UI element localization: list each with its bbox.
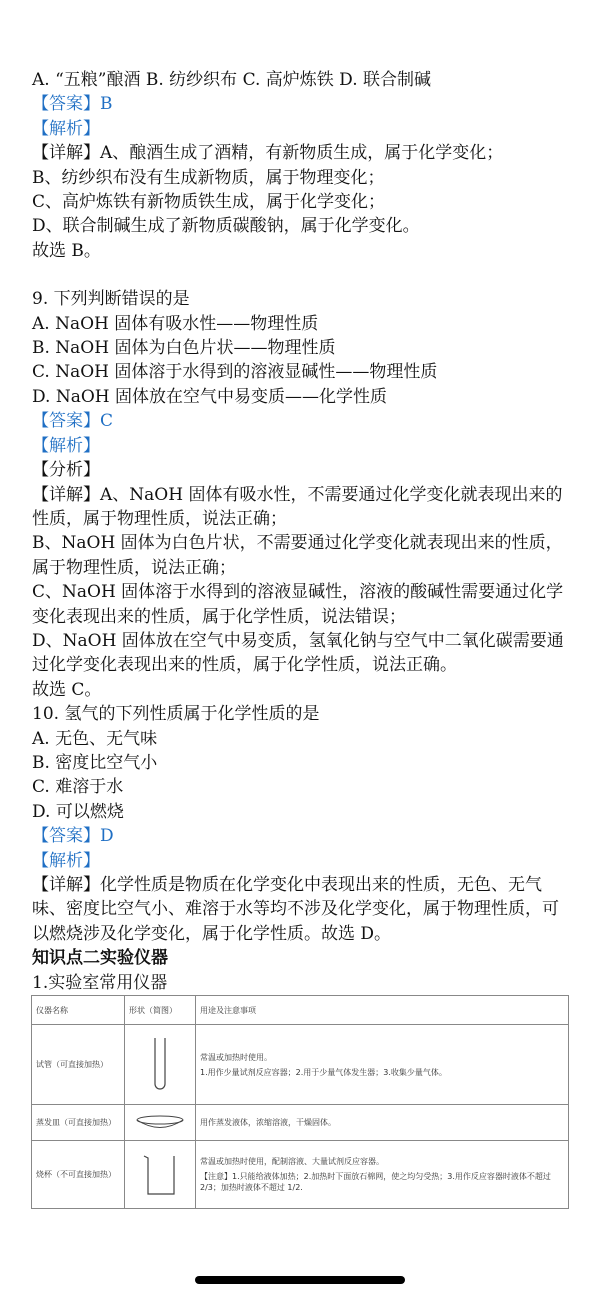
home-indicator[interactable] (195, 1276, 405, 1284)
q9-option-d: D. NaOH 固体放在空气中易变质——化学性质 (32, 386, 388, 407)
instrument-usage (196, 1141, 569, 1209)
q10-option-a: A. 无色、无气味 (32, 728, 158, 749)
instrument-shape (125, 1141, 196, 1209)
q10-answer: 【答案】D (32, 826, 114, 847)
q8-detail-b: B、纺纱织布没有生成新物质，属于物理变化； (32, 167, 385, 188)
table-header-row (32, 996, 569, 1025)
q8-detail-d: D、联合制碱生成了新物质碳酸钠，属于化学变化。 (32, 216, 420, 237)
q8-answer: 【答案】B (32, 94, 113, 115)
q10-analysis-label: 【解析】 (32, 850, 100, 871)
q9-analysis-label: 【解析】 (32, 435, 100, 456)
q9-fenxi-label: 【分析】 (32, 460, 100, 481)
table-header-shape: 形状（简图） (125, 996, 196, 1025)
instrument-usage (196, 1025, 569, 1105)
table-header-name: 仪器名称 (32, 996, 125, 1025)
q10-option-c: C. 难溶于水 (32, 777, 124, 798)
q9-detail-d: D、NaOH 固体放在空气中易变质，氢氧化钠与空气中二氧化碳需要通过化学变化表现出来的性质，属于化学性质，说法正确。 (32, 630, 564, 676)
q9-detail-a: 【详解】A、NaOH 固体有吸水性，不需要通过化学变化就表现出来的性质，属于物理性质，说法正确； (32, 484, 563, 529)
q8-detail-a: 【详解】A、酿酒生成了酒精，有新物质生成，属于化学变化； (32, 143, 504, 164)
q10-option-b: B. 密度比空气小 (32, 752, 158, 773)
table-row (32, 1141, 569, 1209)
usage-line: 常温或加热时使用，配制溶液、大量试剂反应容器。 (200, 1157, 384, 1166)
instrument-shape (125, 1105, 196, 1141)
evaporating-dish-icon (134, 1113, 186, 1133)
section-title: 知识点二实验仪器 (32, 948, 168, 969)
q8-analysis-label: 【解析】 (32, 118, 100, 139)
q9-detail-c: C、NaOH 固体溶于水得到的溶液显碱性，溶液的酸碱性需要通过化学变化表现出来的性质，属于化学性质，说法错误； (32, 582, 564, 627)
subsection-title: 1.实验室常用仪器 (32, 972, 168, 993)
instrument-name: 蒸发皿（可直接加热） (32, 1105, 125, 1141)
q9-answer: 【答案】C (32, 411, 114, 432)
q8-detail-c: C、高炉炼铁有新物质铁生成，属于化学变化； (32, 192, 386, 213)
usage-line: 用作蒸发液体，浓缩溶液，干燥固体。 (200, 1118, 336, 1127)
usage-line: 1.用作少量试剂反应容器；2.用于少量气体发生器；3.收集少量气体。 (200, 1067, 447, 1077)
q8-conclusion: 故选 B。 (32, 240, 101, 261)
q10-option-d: D. 可以燃烧 (32, 801, 124, 822)
usage-line: 常温或加热时使用。 (200, 1052, 272, 1062)
instrument-usage (196, 1105, 569, 1141)
q10-detail: 【详解】化学性质是物质在化学变化中表现出来的性质，无色、无气味、密度比空气小、难溶于水等均不涉及化学变化，属于物理性质，可以燃烧涉及化学变化，属于化学性质。故选 D。 (32, 875, 559, 944)
table-row (32, 1105, 569, 1141)
q9-option-b: B. NaOH 固体为白色片状——物理性质 (32, 338, 336, 359)
document-body (32, 68, 572, 995)
q9-detail-b: B、NaOH 固体为白色片状，不需要通过化学变化就表现出来的性质，属于物理性质，说法正确； (32, 533, 563, 578)
q9-option-a: A. NaOH 固体有吸水性——物理性质 (32, 313, 319, 334)
table-header-usage: 用途及注意事项 (196, 996, 569, 1025)
q9-option-c: C. NaOH 固体溶于水得到的溶液显碱性——物理性质 (32, 362, 438, 383)
instrument-name: 烧杯（不可直接加热） (32, 1141, 125, 1209)
beaker-icon (140, 1152, 180, 1198)
q10-question: 10. 氢气的下列性质属于化学性质的是 (32, 704, 320, 725)
test-tube-icon (150, 1036, 170, 1094)
q9-question: 9. 下列判断错误的是 (32, 289, 190, 310)
instrument-shape (125, 1025, 196, 1105)
q9-conclusion: 故选 C。 (32, 679, 102, 700)
usage-line: 【注意】1.只能给液体加热；2.加热时下面放石棉网，使之均匀受热；3.用作反应容器时液体不超过 2/3；加热时液体不超过 1/2. (200, 1172, 551, 1192)
instrument-table (31, 995, 569, 1209)
table-row (32, 1025, 569, 1105)
instrument-name: 试管（可直接加热） (32, 1025, 125, 1105)
q8-options: A. “五粮”酿酒 B. 纺纱织布 C. 高炉炼铁 D. 联合制碱 (32, 70, 432, 90)
